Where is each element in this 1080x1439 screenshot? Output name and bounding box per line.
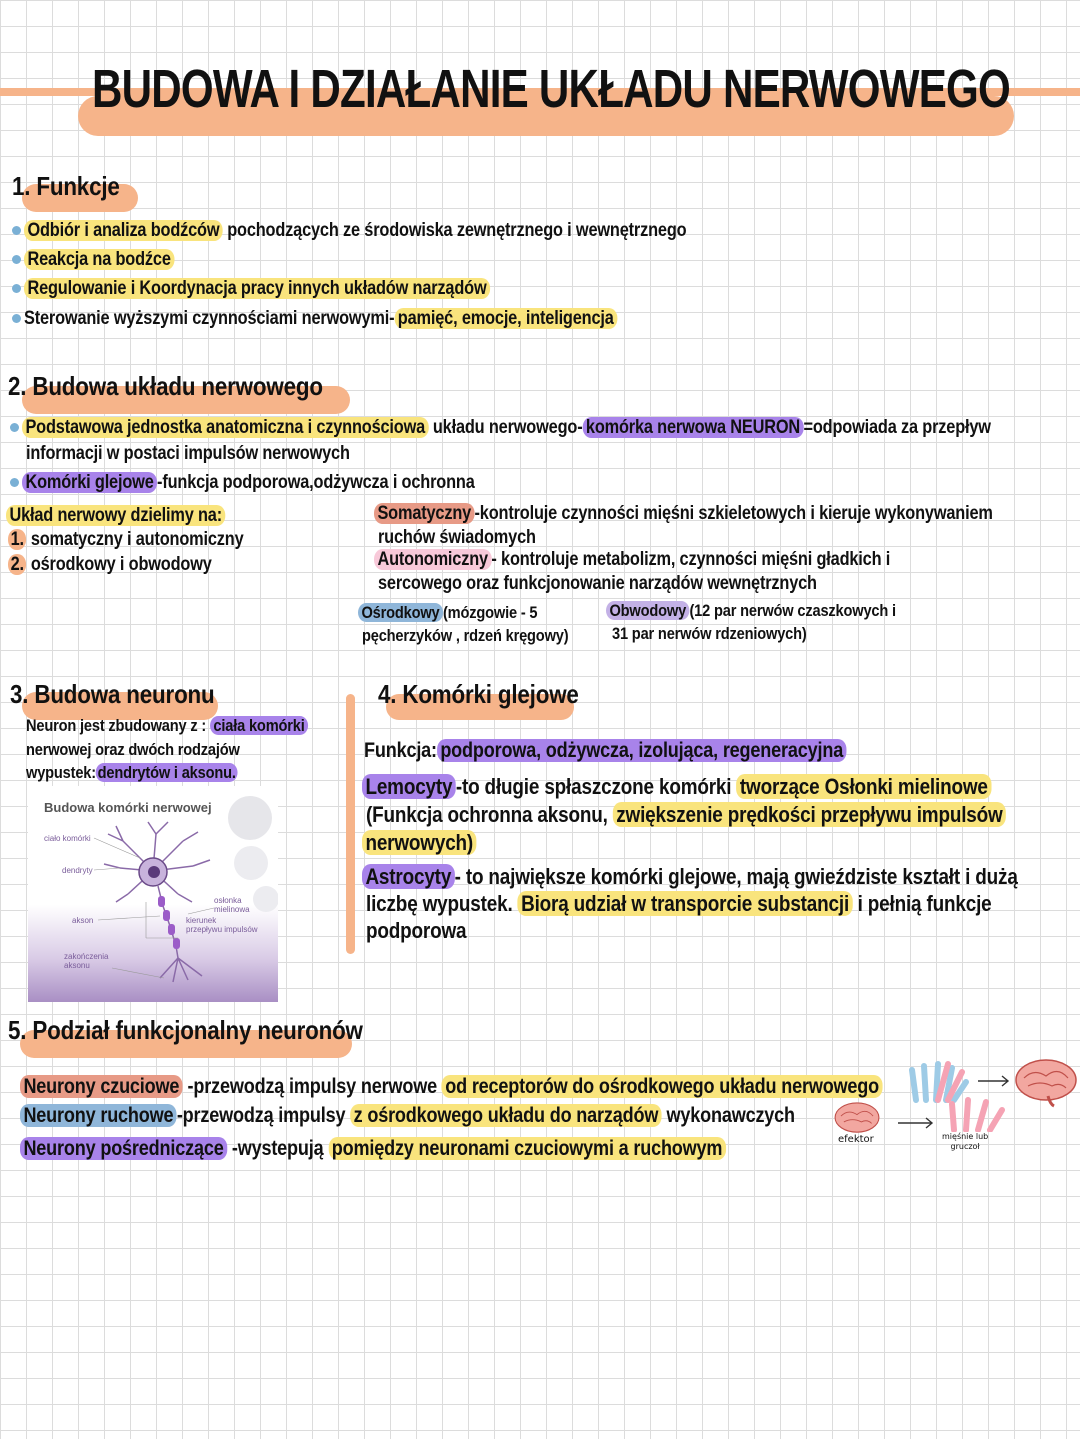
- text: =odpowiada za przepływ: [803, 417, 991, 438]
- text: -to długie spłaszczone komórki: [455, 774, 737, 799]
- s3-line3: [26, 761, 237, 784]
- highlight: pamięć, emocje, inteligencja: [394, 308, 617, 329]
- highlight: dendrytów i aksonu.: [97, 763, 236, 782]
- label-muscle: [942, 1132, 988, 1152]
- central-line1: [358, 601, 537, 624]
- text: pochodzących ze środowiska zewnętrznego i wewnętrznego: [222, 220, 687, 241]
- s3-line1: [26, 714, 308, 737]
- text: mięśnie lub: [942, 1132, 989, 1141]
- astrocyty-line1: [362, 864, 1018, 890]
- label-cell-body: ciało komórki: [44, 834, 91, 843]
- bullet-dot: [12, 255, 21, 264]
- text: wypustek:: [26, 763, 96, 782]
- highlight: Lemocyty: [362, 774, 456, 799]
- highlight: Reakcja na bodźce: [24, 249, 174, 270]
- s1-heading: 1. Funkcje: [12, 171, 120, 201]
- highlight: z ośrodkowego układu do narządów: [350, 1104, 661, 1127]
- text: -funkcja podporowa,odżywcza i ochronna: [157, 472, 475, 493]
- lemocyty-line1: [362, 774, 991, 800]
- bullet-dot: [12, 284, 21, 293]
- s1-bullet-2: [24, 247, 174, 273]
- s2-bullet-1-line2: informacji w postaci impulsów nerwowych: [26, 443, 350, 464]
- text: -przewodzą impulsy: [176, 1104, 351, 1127]
- s2-divide-1: [8, 527, 244, 553]
- inter-neurons: [20, 1136, 726, 1162]
- text: Sterowanie wyższymi czynnościami nerwowymi-: [24, 308, 395, 329]
- highlight: ciała komórki: [210, 716, 308, 735]
- highlight: tworzące Osłonki mielinowe: [736, 774, 991, 799]
- text: -przewodzą impulsy nerwowe: [182, 1075, 442, 1098]
- text: ośrodkowy i obwodowy: [26, 554, 212, 575]
- highlight: Podstawowa jednostka anatomiczna i czynnościowa: [22, 417, 428, 438]
- s3-line2: nerwowej oraz dwóch rodzajów: [26, 740, 240, 759]
- autonomic-line2: sercowego oraz funkcjonowanie narządów wewnętrznych: [378, 573, 817, 594]
- text: układu nerwowego-: [428, 417, 583, 438]
- highlight: nerwowych): [362, 830, 477, 855]
- text: somatyczny i autonomiczny: [26, 529, 244, 550]
- hand-icon: [946, 1096, 1008, 1132]
- text: zakończenia: [64, 952, 109, 961]
- s2-bullet-2: [22, 470, 475, 496]
- label-axon: akson: [72, 916, 94, 925]
- label-dendrites: dendryty: [62, 866, 93, 875]
- page-title: BUDOWA I DZIAŁANIE UKŁADU NERWOWEGO: [92, 59, 1011, 119]
- highlight: podporowa, odżywcza, izolująca, regeneracyjna: [437, 739, 847, 762]
- label-myelin: [214, 896, 250, 914]
- s4-function: [364, 738, 847, 764]
- arrow-icon: [976, 1074, 1012, 1088]
- lemocyty-line2: [366, 802, 1006, 828]
- bullet-dot: [10, 423, 19, 432]
- lemocyty-line3: [362, 830, 477, 856]
- bullet-dot: [12, 314, 21, 323]
- s3-heading: 3. Budowa neuronu: [10, 679, 215, 709]
- s5-heading: 5. Podział funkcjonalny neuronów: [8, 1015, 363, 1045]
- text: Funkcja:: [364, 739, 437, 762]
- text: mielinowa: [214, 905, 250, 914]
- bullet-dot: [10, 478, 19, 487]
- peripheral-line2: 31 par nerwów rdzeniowych): [612, 624, 807, 643]
- text: wykonawczych: [661, 1104, 795, 1127]
- peripheral-line1: [606, 599, 896, 622]
- text: i pełnią funkcje: [852, 891, 992, 916]
- highlight: Somatyczny: [374, 503, 475, 524]
- text: - kontroluje metabolizm, czynności mięśni gładkich i: [491, 549, 891, 570]
- highlight: Neurony ruchowe: [20, 1104, 177, 1127]
- s1-bullet-1: [24, 218, 686, 244]
- s2-divide-2: [8, 552, 212, 578]
- highlight: Regulowanie i Koordynacja pracy innych układów narządów: [24, 278, 490, 299]
- highlight: Układ nerwowy dzielimy na:: [6, 505, 225, 526]
- highlight: Odbiór i analiza bodźców: [24, 220, 223, 241]
- label-effector: efektor: [838, 1134, 874, 1145]
- highlight: zwiększenie prędkości przepływu impulsów: [613, 802, 1006, 827]
- text: (Funkcja ochronna aksonu,: [366, 802, 613, 827]
- s2-divide-heading: [6, 503, 225, 529]
- text: (mózgowie - 5: [442, 603, 538, 622]
- sensory-neurons: [20, 1074, 882, 1100]
- text: (12 par nerwów czaszkowych i: [689, 601, 896, 620]
- highlight: komórka nerwowa NEURON: [582, 417, 803, 438]
- label-direction: [186, 916, 258, 934]
- text: kierunek: [186, 916, 217, 925]
- s2-bullet-1: [22, 415, 991, 441]
- highlight: Neurony czuciowe: [20, 1075, 183, 1098]
- text: osłonka: [214, 896, 242, 905]
- highlight: pomiędzy neuronami czuciowymi a ruchowym: [328, 1137, 725, 1160]
- s1-bullet-4: [24, 306, 617, 332]
- astrocyty-line2: [366, 891, 992, 917]
- highlight: Obwodowy: [606, 601, 689, 620]
- text: Neuron jest zbudowany z :: [26, 716, 210, 735]
- text: -wystepują: [227, 1137, 329, 1160]
- brain-icon: [832, 1100, 882, 1138]
- s1-bullet-3: [24, 276, 490, 302]
- highlight: 2.: [8, 554, 26, 575]
- astrocyty-line3: podporowa: [366, 918, 467, 943]
- highlight: Autonomiczny: [374, 549, 491, 570]
- highlight: Ośrodkowy: [358, 603, 443, 622]
- somatic-line1: [374, 501, 993, 527]
- highlight: Biorą udział w transporcie substancji: [518, 891, 853, 916]
- brain-icon: [1014, 1056, 1078, 1108]
- text: -kontroluje czynności mięśni szkieletowych i kieruje wykonywaniem: [474, 503, 993, 524]
- highlight: Komórki glejowe: [22, 472, 157, 493]
- somatic-line2: ruchów świadomych: [378, 527, 536, 548]
- text: liczbę wypustek.: [366, 891, 518, 916]
- highlight: od receptorów do ośrodkowego układu nerwowego: [442, 1075, 883, 1098]
- highlight: Astrocyty: [362, 864, 455, 889]
- arrow-icon: [896, 1116, 936, 1130]
- autonomic-line1: [374, 547, 890, 573]
- bullet-dot: [12, 226, 21, 235]
- text: gruczoł: [950, 1142, 980, 1151]
- s4-heading: 4. Komórki glejowe: [378, 679, 579, 709]
- s2-heading: 2. Budowa układu nerwowego: [8, 371, 323, 401]
- text: przepływu impulsów: [186, 925, 258, 934]
- text: aksonu: [64, 961, 90, 970]
- highlight: Neurony pośredniczące: [20, 1137, 227, 1160]
- diagram-title: Budowa komórki nerwowej: [44, 800, 212, 815]
- label-terminals: [64, 952, 108, 970]
- column-divider: [346, 694, 355, 954]
- central-line2: pęcherzyków , rdzeń kręgowy): [362, 626, 569, 645]
- motor-neurons: [20, 1103, 795, 1129]
- neuron-diagram: [28, 786, 278, 1002]
- highlight: 1.: [8, 529, 26, 550]
- text: - to największe komórki glejowe, mają gwieździste kształt i dużą: [454, 864, 1018, 889]
